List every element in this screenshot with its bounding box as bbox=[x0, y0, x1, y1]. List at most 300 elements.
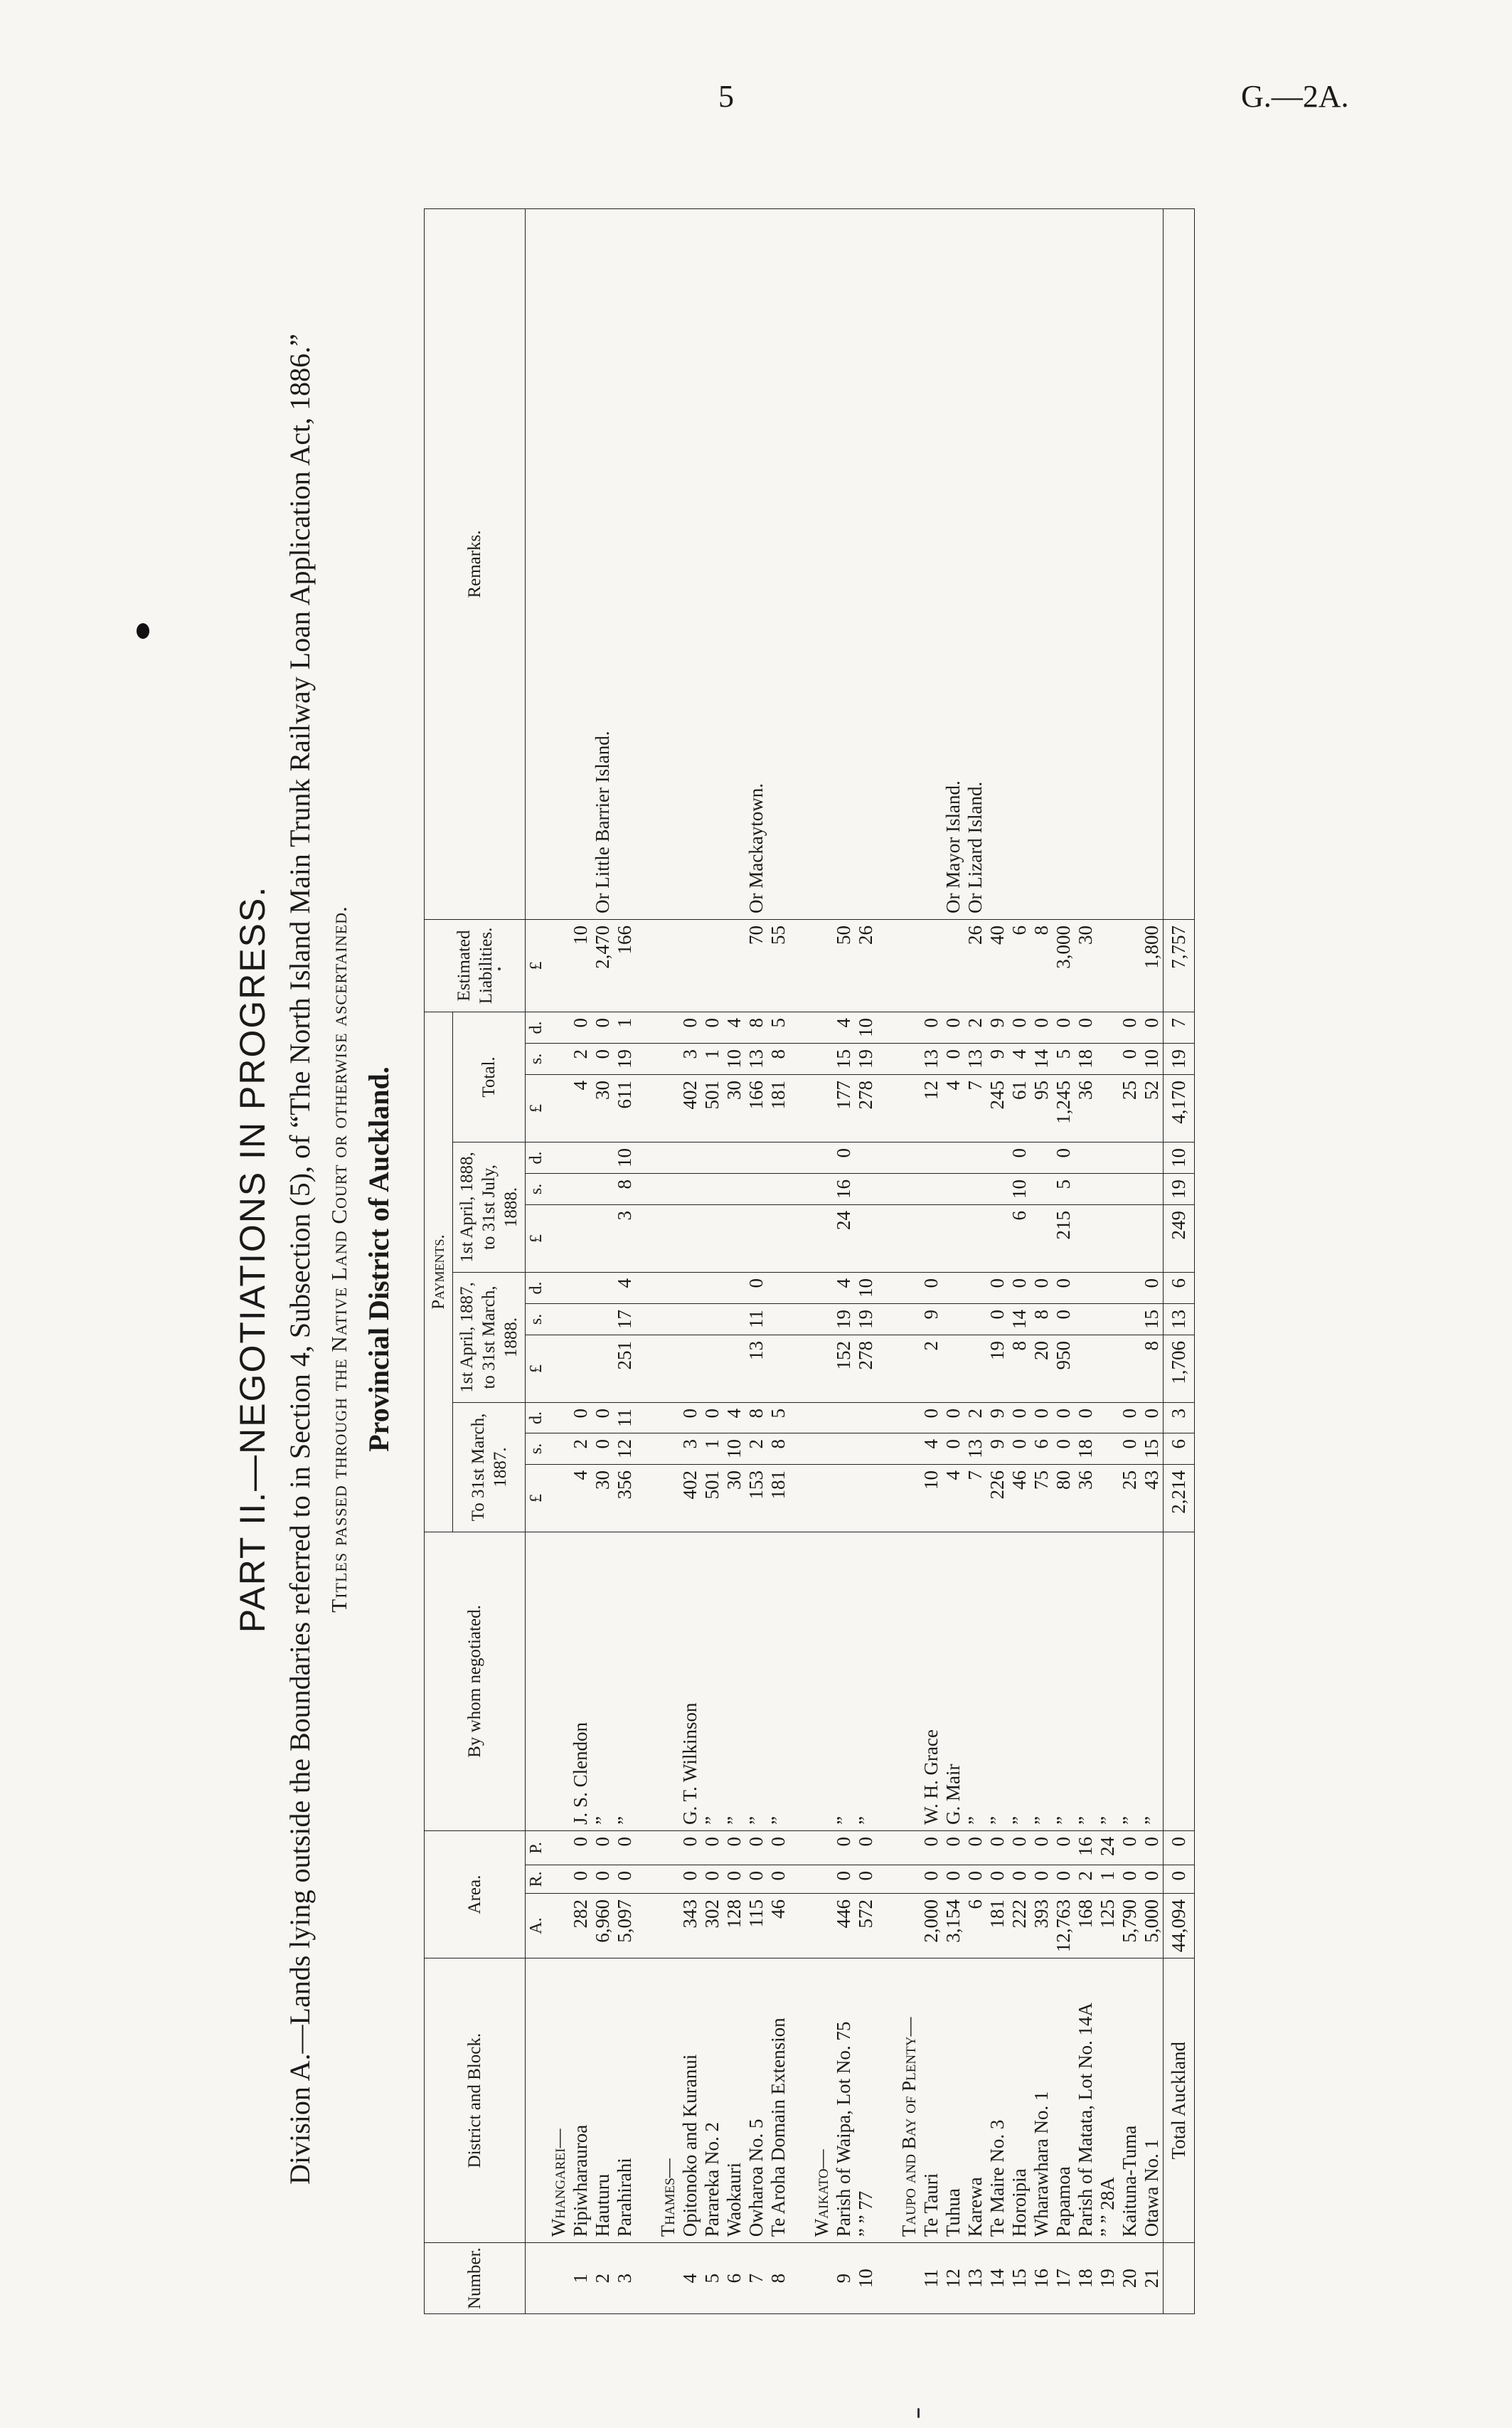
money-p2 bbox=[964, 1272, 986, 1303]
money-t: 4 bbox=[570, 1074, 592, 1142]
district-heading: Provincial District of Auckland. bbox=[363, 1066, 395, 1452]
money-p3 bbox=[964, 1142, 986, 1173]
money-p1: 4 bbox=[723, 1402, 745, 1433]
table-cell bbox=[636, 1142, 657, 1173]
money-unit: s. bbox=[526, 1303, 548, 1335]
money-p3 bbox=[920, 1204, 942, 1272]
money-p3 bbox=[701, 1142, 723, 1173]
area-roods: 0 bbox=[833, 1865, 855, 1893]
money-p3: 0 bbox=[833, 1142, 855, 1173]
money-t: 5 bbox=[767, 1012, 789, 1043]
money-p3 bbox=[986, 1142, 1008, 1173]
money-p3 bbox=[1031, 1204, 1053, 1272]
table-cell bbox=[548, 1272, 570, 1303]
money-p1: 30 bbox=[592, 1464, 614, 1532]
area-acres: 5,790 bbox=[1119, 1893, 1141, 1958]
table-cell bbox=[789, 1335, 811, 1402]
money-t: 166 bbox=[745, 1074, 767, 1142]
row-number: 10 bbox=[855, 2243, 877, 2314]
money-p2: 0 bbox=[745, 1272, 767, 1303]
block-name: Tuhua bbox=[942, 1958, 964, 2243]
remark bbox=[833, 209, 855, 920]
money-t: 0 bbox=[679, 1012, 701, 1043]
money-p2 bbox=[1075, 1272, 1097, 1303]
money-p1: 0 bbox=[942, 1433, 964, 1464]
money-p2: 19 bbox=[986, 1335, 1008, 1402]
block-name: Otawa No. 1 bbox=[1141, 1958, 1164, 2243]
group-row bbox=[811, 209, 833, 2314]
money-t: 0 bbox=[1141, 1012, 1164, 1043]
money-p2 bbox=[1075, 1335, 1097, 1402]
area-roods: 0 bbox=[767, 1865, 789, 1893]
col-remarks: Remarks. bbox=[425, 209, 526, 920]
money-p1 bbox=[855, 1464, 877, 1532]
block-name: Parish of Matata, Lot No. 14A bbox=[1075, 1958, 1097, 2243]
money-p1: 0 bbox=[1119, 1433, 1141, 1464]
money-p3 bbox=[964, 1173, 986, 1204]
table-row bbox=[723, 209, 745, 2314]
area-perches: 0 bbox=[1141, 1830, 1164, 1865]
negotiator: ” bbox=[855, 1532, 877, 1830]
money-t: 7 bbox=[964, 1074, 986, 1142]
money-p3 bbox=[679, 1142, 701, 1173]
negotiator: ” bbox=[1031, 1532, 1053, 1830]
money-p1: 402 bbox=[679, 1464, 701, 1532]
money-unit: £ bbox=[526, 1335, 548, 1402]
table-cell bbox=[877, 1830, 898, 1865]
row-number: 9 bbox=[833, 2243, 855, 2314]
money-unit: d. bbox=[526, 1402, 548, 1433]
table-cell bbox=[877, 1402, 898, 1433]
money-p2 bbox=[942, 1303, 964, 1335]
money-unit: d. bbox=[526, 1012, 548, 1043]
money-p3 bbox=[570, 1142, 592, 1173]
money-t: 2 bbox=[570, 1043, 592, 1074]
area-acres: 6,960 bbox=[592, 1893, 614, 1958]
area-unit: P. bbox=[526, 1830, 548, 1865]
table-row bbox=[942, 209, 964, 2314]
money-t: 0 bbox=[1008, 1012, 1031, 1043]
table-cell bbox=[657, 1893, 679, 1958]
money-t: 10 bbox=[855, 1012, 877, 1043]
block-name: Karewa bbox=[964, 1958, 986, 2243]
col-payment-1: To 31st March, 1887. bbox=[453, 1402, 526, 1532]
money-p3 bbox=[592, 1142, 614, 1173]
total-label: Total Auckland bbox=[1164, 1958, 1195, 2243]
table-cell bbox=[898, 1335, 920, 1402]
money-p1: 80 bbox=[1053, 1464, 1075, 1532]
money-p2 bbox=[1097, 1272, 1119, 1303]
money-t: 0 bbox=[592, 1012, 614, 1043]
table-cell bbox=[789, 1865, 811, 1893]
money-p3 bbox=[920, 1173, 942, 1204]
total-money-p1: 6 bbox=[1164, 1433, 1195, 1464]
table-cell bbox=[898, 1830, 920, 1865]
table-cell bbox=[811, 1012, 833, 1043]
table-body bbox=[526, 209, 1195, 2314]
money-p3 bbox=[1097, 1142, 1119, 1173]
table-cell bbox=[877, 1142, 898, 1173]
money-p1 bbox=[855, 1433, 877, 1464]
money-p1: 0 bbox=[592, 1433, 614, 1464]
money-t: 36 bbox=[1075, 1074, 1097, 1142]
money-p3: 0 bbox=[1053, 1142, 1075, 1173]
table-cell bbox=[811, 1204, 833, 1272]
money-t: 13 bbox=[920, 1043, 942, 1074]
table-cell bbox=[1164, 209, 1195, 920]
table-cell bbox=[789, 1464, 811, 1532]
table-cell bbox=[877, 209, 898, 920]
table-cell bbox=[636, 1204, 657, 1272]
money-t: 3 bbox=[679, 1043, 701, 1074]
area-perches: 0 bbox=[767, 1830, 789, 1865]
total-liability: 7,757 bbox=[1164, 919, 1195, 1012]
area-roods: 0 bbox=[592, 1865, 614, 1893]
money-unit: £ bbox=[526, 1074, 548, 1142]
table-cell bbox=[548, 1433, 570, 1464]
money-p2 bbox=[723, 1335, 745, 1402]
table-cell bbox=[548, 1830, 570, 1865]
money-t: 10 bbox=[723, 1043, 745, 1074]
table-cell bbox=[811, 1464, 833, 1532]
row-number: 16 bbox=[1031, 2243, 1053, 2314]
table-cell bbox=[898, 1893, 920, 1958]
block-name: ” ” 28A bbox=[1097, 1958, 1119, 2243]
money-p1: 153 bbox=[745, 1464, 767, 1532]
money-p1: 0 bbox=[1031, 1402, 1053, 1433]
table-cell bbox=[548, 1402, 570, 1433]
remark bbox=[1097, 209, 1119, 920]
negotiator: ” bbox=[1097, 1532, 1119, 1830]
liability: 26 bbox=[964, 919, 986, 1012]
table-cell bbox=[636, 1074, 657, 1142]
block-name: ” ” 77 bbox=[855, 1958, 877, 2243]
total-money-p1: 2,214 bbox=[1164, 1464, 1195, 1532]
table-cell bbox=[657, 1043, 679, 1074]
money-p1: 0 bbox=[679, 1402, 701, 1433]
money-p2 bbox=[723, 1272, 745, 1303]
area-perches: 24 bbox=[1097, 1830, 1119, 1865]
area-acres: 343 bbox=[679, 1893, 701, 1958]
money-t: 15 bbox=[833, 1043, 855, 1074]
table-cell bbox=[898, 1303, 920, 1335]
money-t: 9 bbox=[986, 1012, 1008, 1043]
liability: 30 bbox=[1075, 919, 1097, 1012]
row-number: 15 bbox=[1008, 2243, 1031, 2314]
money-p3 bbox=[701, 1204, 723, 1272]
table-cell bbox=[636, 1532, 657, 1830]
table-cell bbox=[811, 1303, 833, 1335]
liability bbox=[1097, 919, 1119, 1012]
money-p3 bbox=[1141, 1173, 1164, 1204]
table-row bbox=[592, 209, 614, 2314]
money-p2 bbox=[570, 1272, 592, 1303]
money-p2: 278 bbox=[855, 1335, 877, 1402]
block-name: Te Aroha Domain Extension bbox=[767, 1958, 789, 2243]
table-row bbox=[701, 209, 723, 2314]
remark bbox=[1008, 209, 1031, 920]
liability bbox=[920, 919, 942, 1012]
table-cell bbox=[526, 209, 548, 920]
total-money-p2: 13 bbox=[1164, 1303, 1195, 1335]
table-cell bbox=[811, 1074, 833, 1142]
money-p3 bbox=[1119, 1142, 1141, 1173]
row-number: 18 bbox=[1075, 2243, 1097, 2314]
area-roods: 0 bbox=[942, 1865, 964, 1893]
remark bbox=[767, 209, 789, 920]
area-unit: A. bbox=[526, 1893, 548, 1958]
money-t bbox=[1097, 1012, 1119, 1043]
row-number: 8 bbox=[767, 2243, 789, 2314]
money-p3 bbox=[1119, 1173, 1141, 1204]
table-cell bbox=[811, 1532, 833, 1830]
area-acres: 222 bbox=[1008, 1893, 1031, 1958]
money-p2: 4 bbox=[833, 1272, 855, 1303]
remark bbox=[986, 209, 1008, 920]
money-p3: 8 bbox=[614, 1173, 636, 1204]
money-p2: 0 bbox=[986, 1272, 1008, 1303]
money-t: 30 bbox=[592, 1074, 614, 1142]
table-cell bbox=[898, 1464, 920, 1532]
money-p3: 10 bbox=[614, 1142, 636, 1173]
table-cell bbox=[657, 1012, 679, 1043]
area-acres: 302 bbox=[701, 1893, 723, 1958]
table-cell bbox=[877, 2243, 898, 2314]
money-t: 2 bbox=[964, 1012, 986, 1043]
area-roods: 0 bbox=[986, 1865, 1008, 1893]
table-cell bbox=[789, 1830, 811, 1865]
table-cell bbox=[636, 1865, 657, 1893]
money-p2 bbox=[942, 1335, 964, 1402]
money-t: 14 bbox=[1031, 1043, 1053, 1074]
table-cell bbox=[657, 2243, 679, 2314]
money-p2 bbox=[1097, 1335, 1119, 1402]
table-cell bbox=[789, 1043, 811, 1074]
negotiator: ” bbox=[592, 1532, 614, 1830]
money-p1: 36 bbox=[1075, 1464, 1097, 1532]
money-p1: 9 bbox=[986, 1402, 1008, 1433]
table-row bbox=[855, 209, 877, 2314]
block-name: Pipiwharauroa bbox=[570, 1958, 592, 2243]
money-p3: 5 bbox=[1053, 1173, 1075, 1204]
table-cell bbox=[657, 1204, 679, 1272]
area-acres: 181 bbox=[986, 1893, 1008, 1958]
money-p3: 6 bbox=[1008, 1204, 1031, 1272]
money-t: 0 bbox=[1031, 1012, 1053, 1043]
money-p3: 16 bbox=[833, 1173, 855, 1204]
table-row bbox=[745, 209, 767, 2314]
money-t: 278 bbox=[855, 1074, 877, 1142]
money-p1: 43 bbox=[1141, 1464, 1164, 1532]
money-t: 0 bbox=[592, 1043, 614, 1074]
table-cell bbox=[789, 1012, 811, 1043]
money-p2 bbox=[570, 1335, 592, 1402]
remark: Or Mackaytown. bbox=[745, 209, 767, 920]
table-cell bbox=[1164, 2243, 1195, 2314]
area-perches: 0 bbox=[723, 1830, 745, 1865]
table-cell bbox=[789, 919, 811, 1012]
money-p2 bbox=[1119, 1335, 1141, 1402]
money-p1 bbox=[833, 1433, 855, 1464]
area-perches: 0 bbox=[1053, 1830, 1075, 1865]
area-perches: 0 bbox=[986, 1830, 1008, 1865]
negotiator: ” bbox=[701, 1532, 723, 1830]
money-p2: 8 bbox=[1031, 1303, 1053, 1335]
money-p1 bbox=[855, 1402, 877, 1433]
area-roods: 0 bbox=[1119, 1865, 1141, 1893]
money-p1: 356 bbox=[614, 1464, 636, 1532]
money-p1: 10 bbox=[920, 1464, 942, 1532]
area-acres: 168 bbox=[1075, 1893, 1097, 1958]
table-cell bbox=[657, 1142, 679, 1173]
money-t: 12 bbox=[920, 1074, 942, 1142]
area-perches: 0 bbox=[1008, 1830, 1031, 1865]
money-p2 bbox=[942, 1272, 964, 1303]
area-acres: 572 bbox=[855, 1893, 877, 1958]
money-p1: 0 bbox=[592, 1402, 614, 1433]
liability bbox=[723, 919, 745, 1012]
money-p2: 0 bbox=[920, 1272, 942, 1303]
total-money-p2: 6 bbox=[1164, 1272, 1195, 1303]
money-p2 bbox=[723, 1303, 745, 1335]
table-cell bbox=[811, 209, 833, 920]
money-unit: d. bbox=[526, 1272, 548, 1303]
negotiator: ” bbox=[1141, 1532, 1164, 1830]
money-p2: 20 bbox=[1031, 1335, 1053, 1402]
table-cell bbox=[877, 1074, 898, 1142]
table-cell bbox=[657, 1335, 679, 1402]
negotiator: ” bbox=[1053, 1532, 1075, 1830]
rotated-page bbox=[228, 167, 1280, 2351]
table-cell bbox=[636, 1830, 657, 1865]
money-p1: 3 bbox=[679, 1433, 701, 1464]
money-t: 0 bbox=[570, 1012, 592, 1043]
money-p3 bbox=[1097, 1173, 1119, 1204]
negotiator: ” bbox=[614, 1532, 636, 1830]
negotiator: ” bbox=[964, 1532, 986, 1830]
block-name: Parahirahi bbox=[614, 1958, 636, 2243]
money-p2 bbox=[767, 1303, 789, 1335]
table-cell bbox=[789, 2243, 811, 2314]
table-cell bbox=[548, 1173, 570, 1204]
negotiator: ” bbox=[723, 1532, 745, 1830]
table-cell bbox=[657, 1865, 679, 1893]
money-p2: 19 bbox=[833, 1303, 855, 1335]
liability bbox=[942, 919, 964, 1012]
table-cell bbox=[548, 1204, 570, 1272]
table-cell bbox=[789, 1402, 811, 1433]
area-roods: 0 bbox=[964, 1865, 986, 1893]
table-cell bbox=[789, 1074, 811, 1142]
money-p1: 0 bbox=[1075, 1402, 1097, 1433]
money-t: 611 bbox=[614, 1074, 636, 1142]
table-cell bbox=[636, 1173, 657, 1204]
table-row bbox=[1031, 209, 1053, 2314]
liability: 166 bbox=[614, 919, 636, 1012]
table-cell bbox=[898, 2243, 920, 2314]
group-heading: Thames— bbox=[657, 1958, 679, 2243]
liability: 3,000 bbox=[1053, 919, 1075, 1012]
row-number: 6 bbox=[723, 2243, 745, 2314]
block-name: Wharawhara No. 1 bbox=[1031, 1958, 1053, 2243]
money-p3 bbox=[592, 1204, 614, 1272]
row-number: 1 bbox=[570, 2243, 592, 2314]
money-p1: 4 bbox=[942, 1464, 964, 1532]
money-t: 10 bbox=[1141, 1043, 1164, 1074]
remark bbox=[1031, 209, 1053, 920]
money-p2: 0 bbox=[1053, 1272, 1075, 1303]
area-acres: 115 bbox=[745, 1893, 767, 1958]
table-cell bbox=[548, 1893, 570, 1958]
money-p3 bbox=[942, 1142, 964, 1173]
money-p2 bbox=[679, 1335, 701, 1402]
negotiator: ” bbox=[986, 1532, 1008, 1830]
liability: 55 bbox=[767, 919, 789, 1012]
money-p1: 0 bbox=[1053, 1433, 1075, 1464]
table-cell bbox=[636, 1272, 657, 1303]
table-cell bbox=[811, 919, 833, 1012]
area-acres: 5,000 bbox=[1141, 1893, 1164, 1958]
table-row bbox=[1141, 209, 1164, 2314]
money-t: 402 bbox=[679, 1074, 701, 1142]
liability: 8 bbox=[1031, 919, 1053, 1012]
table-cell bbox=[811, 1830, 833, 1865]
negotiator: ” bbox=[767, 1532, 789, 1830]
table-cell bbox=[811, 1173, 833, 1204]
money-unit: s. bbox=[526, 1043, 548, 1074]
money-p1: 1 bbox=[701, 1433, 723, 1464]
money-p1 bbox=[833, 1464, 855, 1532]
negotiator: ” bbox=[1008, 1532, 1031, 1830]
table-cell bbox=[898, 1865, 920, 1893]
money-p3 bbox=[745, 1173, 767, 1204]
money-p1: 7 bbox=[964, 1464, 986, 1532]
remark bbox=[1075, 209, 1097, 920]
money-p1: 13 bbox=[964, 1433, 986, 1464]
money-t: 30 bbox=[723, 1074, 745, 1142]
col-payment-3: 1st April, 1888, to 31st July, 1888. bbox=[453, 1142, 526, 1272]
money-p2: 19 bbox=[855, 1303, 877, 1335]
titles-subtitle: Titles passed through the Native Land Court or otherwise ascertained. bbox=[326, 906, 351, 1613]
area-roods: 0 bbox=[920, 1865, 942, 1893]
money-t: 19 bbox=[614, 1043, 636, 1074]
money-p3 bbox=[1097, 1204, 1119, 1272]
remark bbox=[679, 209, 701, 920]
table-cell bbox=[548, 1865, 570, 1893]
table-cell bbox=[811, 1893, 833, 1958]
area-perches: 0 bbox=[964, 1830, 986, 1865]
table-cell bbox=[636, 1012, 657, 1043]
money-p2: 14 bbox=[1008, 1303, 1031, 1335]
area-roods: 0 bbox=[745, 1865, 767, 1893]
total-money-p2: 1,706 bbox=[1164, 1335, 1195, 1402]
table-cell bbox=[898, 1532, 920, 1830]
table-cell bbox=[548, 2243, 570, 2314]
negotiations-table bbox=[424, 208, 1195, 2314]
negotiator: ” bbox=[833, 1532, 855, 1830]
money-p3 bbox=[855, 1142, 877, 1173]
money-p1: 18 bbox=[1075, 1433, 1097, 1464]
group-heading: Waikato— bbox=[811, 1958, 833, 2243]
area-perches: 0 bbox=[920, 1830, 942, 1865]
negotiator: ” bbox=[1119, 1532, 1141, 1830]
remark bbox=[1053, 209, 1075, 920]
money-t: 25 bbox=[1119, 1074, 1141, 1142]
total-money-t: 4,170 bbox=[1164, 1074, 1195, 1142]
area-acres: 2,000 bbox=[920, 1893, 942, 1958]
row-number: 17 bbox=[1053, 2243, 1075, 2314]
area-perches: 0 bbox=[614, 1830, 636, 1865]
